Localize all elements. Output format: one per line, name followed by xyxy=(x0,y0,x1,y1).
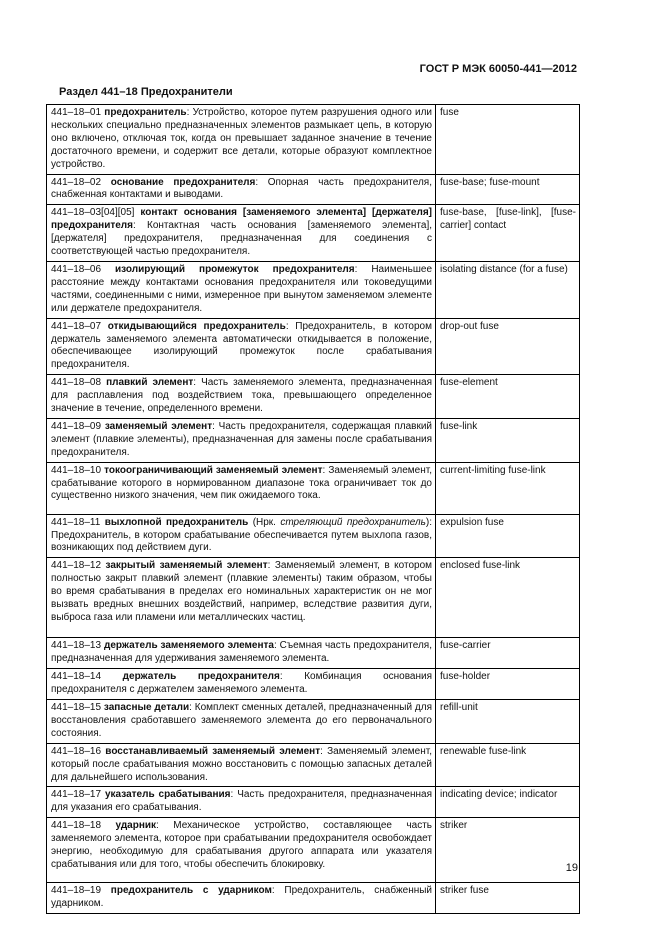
english-equivalent: isolating distance (for a fuse) xyxy=(436,261,580,318)
table-row xyxy=(47,205,580,262)
table-row xyxy=(47,418,580,462)
term-number: 441–18–17 xyxy=(51,789,102,801)
term-name: запасные детали xyxy=(103,702,190,713)
page-number: 19 xyxy=(565,862,578,874)
term-separator: : xyxy=(193,377,202,389)
term-separator: : xyxy=(322,464,329,476)
term-definition: Опорная часть предохранителя, снабженная контактами и выводами. xyxy=(51,176,432,201)
term-definition: Часть заменяемого элемента, предназначенная для расплавления под воздействием тока, превышающего определенное значение в течение, определенного времени. xyxy=(51,377,432,415)
term-name: плавкий элемент xyxy=(106,377,194,389)
term-separator: : xyxy=(354,263,372,275)
term-separator: : xyxy=(186,107,193,118)
english-equivalent: expulsion fuse xyxy=(436,514,580,558)
term-definition: Комплект сменных деталей, предназначенный для восстановления сработавшего заменяемого элемента до его первоначального состояния. xyxy=(51,702,432,739)
term-separator: : xyxy=(320,745,328,757)
table-row xyxy=(47,462,580,514)
term-definition: Предохранитель, в котором срабатывание обеспечивается путем выхлопа газов, возникающих под действием дуги. xyxy=(51,529,432,554)
term-number: 441–18–18 xyxy=(51,820,102,832)
term-definition: Контактная часть основания [заменяемого элемента], [держателя] предохранителя, предназначенная для соединения с соответствующей частью предохранителя. xyxy=(51,220,432,258)
term-definition: Заменяемый элемент, срабатывание которого в нормированном диапазоне тока ограничивает ток до существенно низкого значения, чем пик ожидаемого тока. xyxy=(51,464,433,502)
term-name: предохранитель xyxy=(104,107,187,118)
term-definition: Механическое устройство, составляющее часть заменяемого элемента, которое при срабатывании предохранителя освобождает энергию, необходимую для срабатывания другого аппарата или указателя срабатывания или для того, чтобы обеспечить блокировку. xyxy=(51,820,432,870)
term-name: выхлопной предохранитель xyxy=(104,516,249,528)
term-number: 441–18–14 xyxy=(51,671,102,683)
table-row xyxy=(47,638,580,669)
table-row xyxy=(47,700,580,744)
english-equivalent: fuse-base; fuse-mount xyxy=(436,174,580,205)
definition-cell xyxy=(47,743,436,787)
term-number: 441–18–10 xyxy=(51,464,102,476)
term-separator: : xyxy=(212,420,219,432)
definition-cell xyxy=(47,105,436,175)
english-equivalent: fuse-holder xyxy=(436,669,580,700)
term-definition: Часть предохранителя, содержащая плавкий элемент (плавкие элементы), предназначенная для замены после срабатывания предохранителя. xyxy=(51,420,432,458)
term-separator: : xyxy=(255,176,268,188)
english-equivalent: fuse-link xyxy=(436,418,580,462)
definition-cell xyxy=(47,700,436,744)
term-name: контакт основания [заменяемого элемента] [держателя] предохранителя xyxy=(51,207,432,232)
english-equivalent: fuse-carrier xyxy=(436,638,580,669)
term-name: ударник xyxy=(115,820,157,832)
term-separator: : xyxy=(189,702,195,713)
term-definition: Предохранитель, снабженный ударником. xyxy=(51,885,433,910)
term-definition: Заменяемый элемент, который после срабатывания можно восстановить с помощью запасных деталей для дальнейшего использования. xyxy=(51,745,433,783)
term-name: токоограничивающий заменяемый элемент xyxy=(104,464,323,476)
table-row xyxy=(47,514,580,558)
term-number: 441–18–11 xyxy=(51,516,101,528)
definition-cell xyxy=(47,558,436,638)
table-row xyxy=(47,105,580,175)
term-separator: : xyxy=(267,560,275,572)
definition-cell xyxy=(47,514,436,558)
term-separator: : xyxy=(285,320,296,332)
term-name: основание предохранителя xyxy=(110,176,256,188)
definition-cell xyxy=(47,418,436,462)
term-separator: : xyxy=(271,885,285,897)
definition-cell xyxy=(47,462,436,514)
term-number: 441–18–08 xyxy=(51,377,102,389)
definition-cell xyxy=(47,205,436,262)
term-number: 441–18–03[04][05] xyxy=(51,207,135,219)
table-row xyxy=(47,174,580,205)
english-equivalent: striker fuse xyxy=(436,883,580,914)
english-equivalent: indicating device; indicator xyxy=(436,787,580,818)
term-name: держатель предохранителя xyxy=(122,671,280,683)
definition-cell xyxy=(47,318,436,375)
definition-cell xyxy=(47,261,436,318)
term-definition: Часть предохранителя, предназначенная для указания его срабатывания. xyxy=(51,789,433,814)
term-definition: Предохранитель, в котором держатель заменяемого элемента автоматически откидывается в положение, обеспечивающее изолирующий промежуток после срабатывания предохранителя. xyxy=(51,320,432,371)
term-definition: Съемная часть предохранителя, предназначенная для удерживания заменяемого элемента. xyxy=(51,640,432,665)
term-separator: : xyxy=(132,220,147,232)
term-name: восстанавливаемый заменяемый элемент xyxy=(105,745,321,757)
definition-cell xyxy=(47,787,436,818)
term-definition: Наименьшее расстояние между контактами основания предохранителя или токоведущими частями, соединенными с ними, измеренное при вынутом заменяемом элементе или держателе предохранителя. xyxy=(51,263,433,314)
english-equivalent: refill-unit xyxy=(436,700,580,744)
term-name: указатель срабатывания xyxy=(104,789,231,801)
term-separator: : xyxy=(156,820,174,832)
english-equivalent: fuse-base, [fuse-link], [fuse-carrier] contact xyxy=(436,205,580,262)
term-number: 441–18–06 xyxy=(51,263,102,275)
term-definition: Заменяемый элемент, в котором полностью закрыт плавкий элемент (плавкие элементы) таким образом, чтобы во время срабатывания в пределах его номинальных характеристик он не мог вызвать вредных внешних воздействий, например, вследствие развития дуги, выброса газа или пламени или металлических частиц. xyxy=(51,560,433,623)
table-row xyxy=(47,558,580,638)
term-name: заменяемый элемент xyxy=(104,420,213,432)
section-title: Раздел 441–18 Предохранители xyxy=(59,86,233,98)
term-name: закрытый заменяемый элемент xyxy=(105,560,268,572)
english-equivalent: enclosed fuse-link xyxy=(436,558,580,638)
term-number: 441–18–01 xyxy=(51,107,102,118)
english-equivalent: fuse-element xyxy=(436,375,580,419)
term-number: 441–18–09 xyxy=(51,420,102,432)
non-recommended-term: стреляющий предохранитель xyxy=(280,516,426,528)
english-equivalent: striker xyxy=(436,818,580,883)
non-recommended-open: (Нрк. xyxy=(252,516,281,528)
table-row xyxy=(47,818,580,883)
english-equivalent: drop-out fuse xyxy=(436,318,580,375)
terms-table xyxy=(46,104,580,914)
table-row xyxy=(47,375,580,419)
term-number: 441–18–02 xyxy=(51,176,102,188)
term-number: 441–18–13 xyxy=(51,640,102,652)
non-recommended-close: ): xyxy=(425,516,433,528)
term-number: 441–18–16 xyxy=(51,745,102,757)
table-row xyxy=(47,787,580,818)
definition-cell xyxy=(47,174,436,205)
table-row xyxy=(47,318,580,375)
definition-cell xyxy=(47,375,436,419)
table-row xyxy=(47,883,580,914)
english-equivalent: fuse xyxy=(436,105,580,175)
definition-cell xyxy=(47,818,436,883)
term-name: откидывающийся предохранитель xyxy=(107,320,286,332)
term-number: 441–18–19 xyxy=(51,885,102,897)
table-row xyxy=(47,669,580,700)
term-number: 441–18–15 xyxy=(51,702,102,713)
term-name: держатель заменяемого элемента xyxy=(103,640,274,652)
term-definition: Комбинация основания предохранителя с держателем заменяемого элемента. xyxy=(51,671,433,696)
term-number: 441–18–12 xyxy=(51,560,102,572)
term-definition: Устройство, которое путем разрушения одного или нескольких специально предназначенных элементов размыкает цепь, в которую оно включено, отключая ток, когда он превышает заданное значение в течение достаточного времени, и содержит все детали, которые образуют комплектное устройство. xyxy=(51,107,432,170)
definition-cell xyxy=(47,638,436,669)
term-separator: : xyxy=(273,640,280,652)
english-equivalent: current-limiting fuse-link xyxy=(436,462,580,514)
term-separator: : xyxy=(279,671,305,683)
english-equivalent: renewable fuse-link xyxy=(436,743,580,787)
term-name: изолирующий промежуток предохранителя xyxy=(115,263,355,275)
term-name: предохранитель с ударником xyxy=(110,885,272,897)
term-number: 441–18–07 xyxy=(51,320,102,332)
term-separator: : xyxy=(230,789,238,801)
table-row xyxy=(47,743,580,787)
definition-cell xyxy=(47,669,436,700)
table-row xyxy=(47,261,580,318)
document-standard-header: ГОСТ Р МЭК 60050-441—2012 xyxy=(419,63,577,75)
definition-cell xyxy=(47,883,436,914)
